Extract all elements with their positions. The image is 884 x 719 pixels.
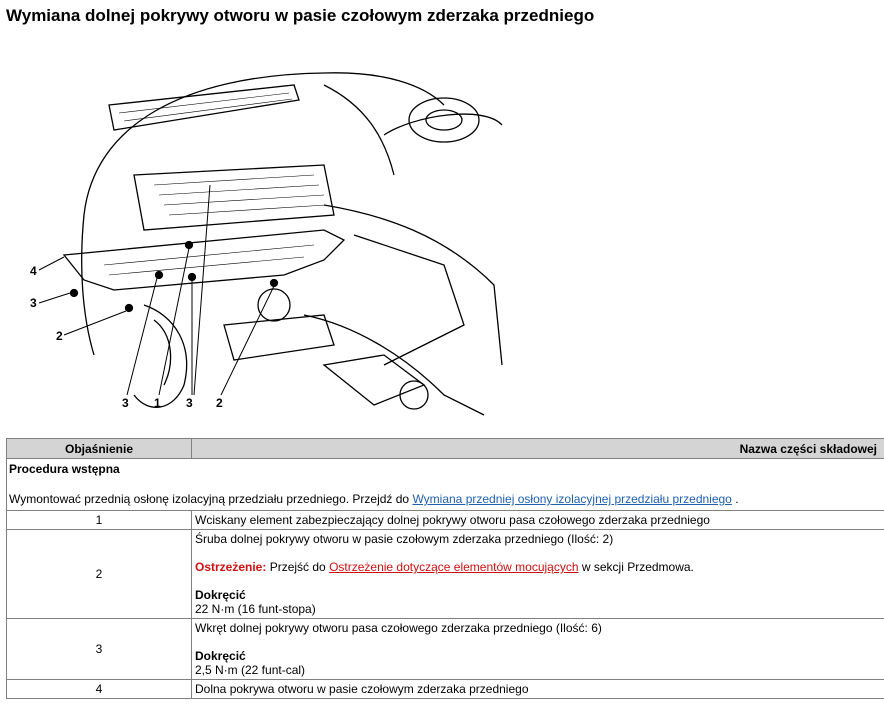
callout-label: 4	[30, 264, 37, 278]
preliminary-label: Procedura wstępna	[9, 462, 120, 476]
row-number: 4	[7, 680, 192, 699]
callout-label: 3	[30, 296, 37, 310]
header-explanation: Objaśnienie	[7, 439, 192, 459]
row-description: Śruba dolnej pokrywy otworu w pasie czołowym zderzaka przedniego (Ilość: 2)	[195, 532, 614, 546]
preliminary-row	[7, 459, 884, 511]
tighten-value: 2,5 N·m (22 funt-cal)	[195, 663, 306, 677]
table-row	[7, 530, 884, 619]
parts-diagram	[24, 65, 504, 430]
table-row	[7, 511, 884, 530]
warning-text: Ostrzeżenie: Przejść do Ostrzeżenie dotyczące elementów mocujących w sekcji Przedmowa.	[195, 560, 694, 574]
row-number: 2	[7, 530, 192, 619]
tighten-label: Dokręcić	[195, 649, 246, 663]
tighten-label: Dokręcić	[195, 588, 246, 602]
fastener-warning-link[interactable]: Ostrzeżenie dotyczące elementów mocujących	[329, 560, 579, 574]
tighten-value: 22 N·m (16 funt-stopa)	[195, 602, 316, 616]
callout-label: 1	[154, 396, 161, 410]
header-part-name: Nazwa części składowej	[192, 439, 884, 459]
preliminary-text: Wymontować przednią osłonę izolacyjną przedziału przedniego. Przejdź do Wymiana przedniej osłony izolacyjnej przedziału przedniego .	[9, 492, 739, 506]
row-description: Wkręt dolnej pokrywy otworu pasa czołowego zderzaka przedniego (Ilość: 6)	[195, 621, 602, 635]
row-description: Wciskany element zabezpieczający dolnej pokrywy otworu pasa czołowego zderzaka przedniego	[192, 511, 884, 530]
table-row	[7, 619, 884, 680]
table-header-row	[7, 439, 884, 459]
callout-label: 2	[216, 396, 223, 410]
wheel	[134, 305, 187, 407]
shield-replacement-link[interactable]: Wymiana przedniej osłony izolacyjnej przedziału przedniego	[412, 492, 732, 506]
page-title: Wymiana dolnej pokrywy otworu w pasie czołowym zderzaka przedniego	[6, 6, 595, 25]
warning-label: Ostrzeżenie:	[195, 560, 267, 574]
parts-table	[6, 438, 884, 699]
callout-label: 3	[186, 396, 193, 410]
callout-label: 3	[122, 396, 129, 410]
callout-label: 2	[56, 329, 63, 343]
row-number: 1	[7, 511, 192, 530]
row-description: Dolna pokrywa otworu w pasie czołowym zderzaka przedniego	[192, 680, 884, 699]
row-number: 3	[7, 619, 192, 680]
table-row	[7, 680, 884, 699]
